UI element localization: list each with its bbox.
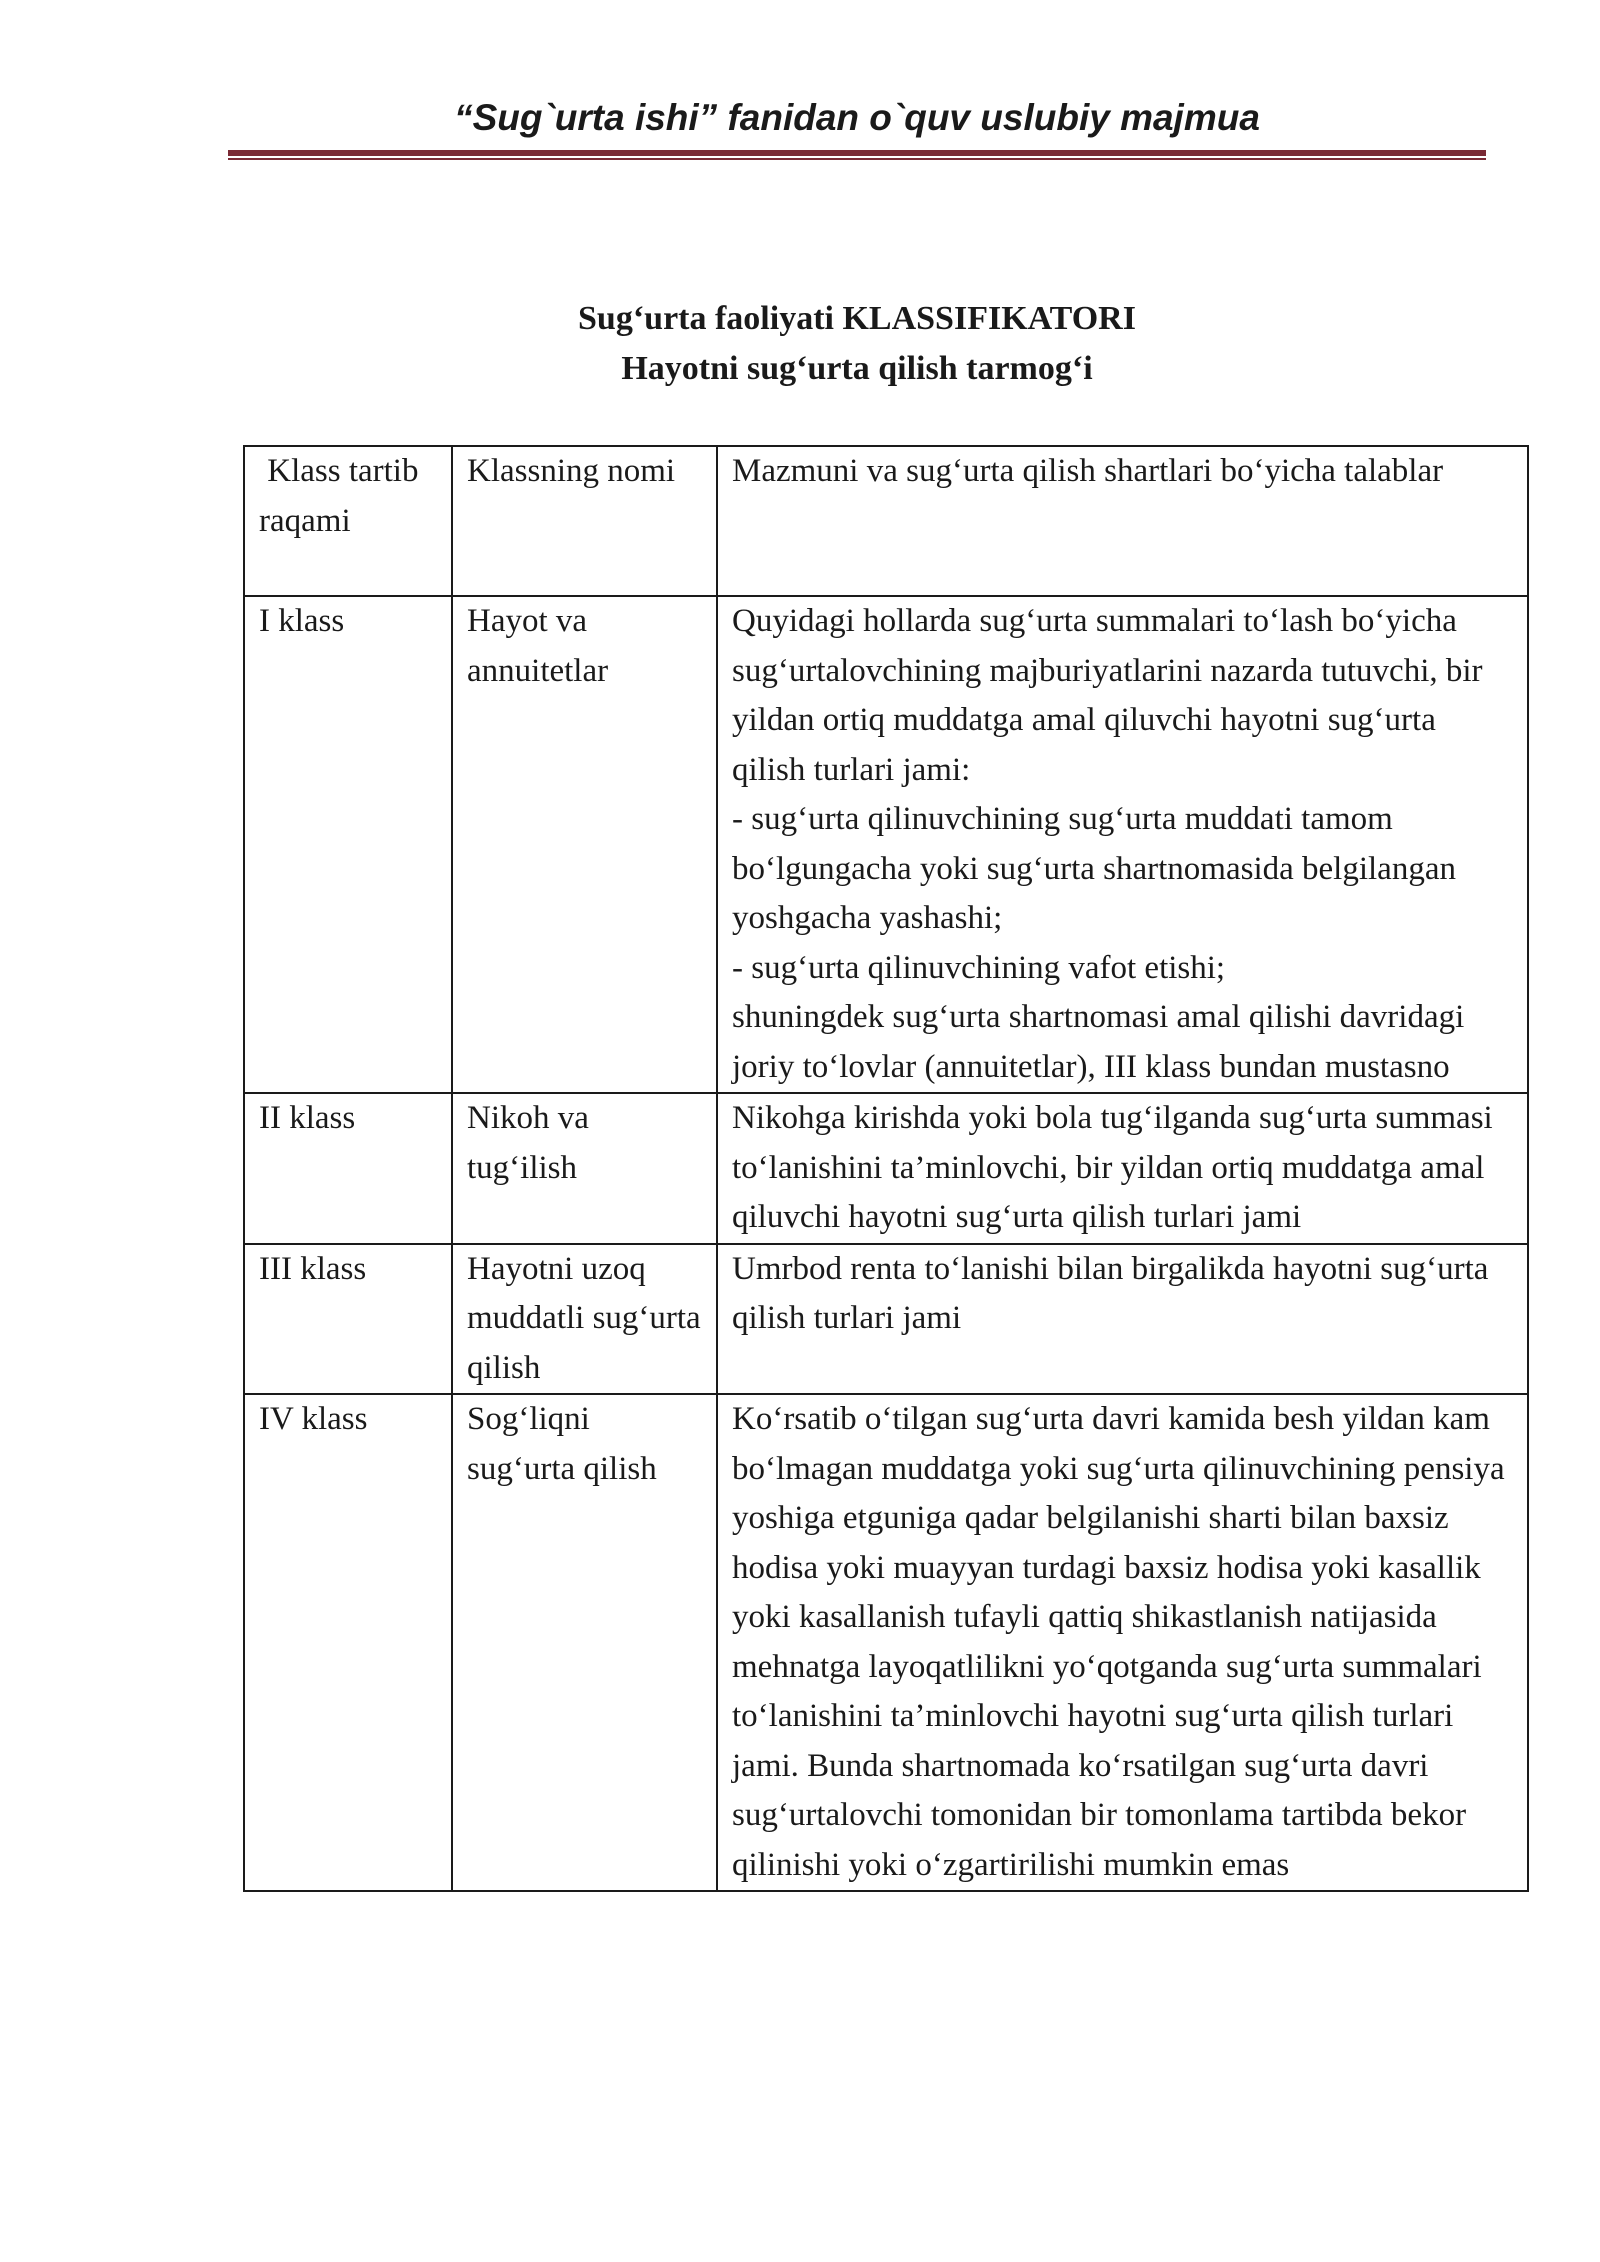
content-paragraph: Nikohga kirishda yoki bola tug‘ilganda sug‘urta summasi to‘lanishini ta’minlovchi, bir yildan ortiq muddatga amal qiluvchi hayotni sug‘urta qilish turlari jami: [732, 1100, 1493, 1235]
class-name-cell: Nikoh va tug‘ilish: [452, 1093, 717, 1244]
table-row: [244, 1093, 1528, 1244]
class-number-cell: IV klass: [244, 1394, 452, 1891]
header-cell-name: Klassning nomi: [452, 446, 717, 596]
class-name-cell: Hayot va annuitetlar: [452, 596, 717, 1093]
class-content-cell: [717, 1244, 1528, 1395]
content-paragraph: Quyidagi hollarda sug‘urta summalari to‘lash bo‘yicha sug‘urtalovchining majburiyatlarini nazarda tutuvchi, bir yildan ortiq muddatga amal qiluvchi hayotni sug‘urta qilish turlari jami:: [732, 603, 1483, 788]
class-number-cell: II klass: [244, 1093, 452, 1244]
class-number-cell: I klass: [244, 596, 452, 1093]
table-row: [244, 1244, 1528, 1395]
content-paragraph: Umrbod renta to‘lanishi bilan birgalikda hayotni sug‘urta qilish turlari jami: [732, 1250, 1489, 1336]
class-name-cell: Hayotni uzoq muddatli sug‘urta qilish: [452, 1244, 717, 1395]
title-line-1: Sug‘urta faoliyati KLASSIFIKATORI: [578, 300, 1136, 337]
class-content-cell: [717, 596, 1528, 1093]
class-content-cell: [717, 1093, 1528, 1244]
title-line-2: Hayotni sug‘urta qilish tarmog‘i: [621, 350, 1093, 387]
class-number-cell: III klass: [244, 1244, 452, 1395]
content-paragraph: - sug‘urta qilinuvchining vafot etishi;: [732, 949, 1226, 986]
content-paragraph: - sug‘urta qilinuvchining sug‘urta muddati tamom bo‘lgungacha yoki sug‘urta shartnomasida belgilangan yoshgacha yashashi;: [732, 801, 1456, 936]
running-header: “Sug`urta ishi” fanidan o`quv uslubiy majmua: [454, 97, 1260, 138]
class-name-cell: Sog‘liqni sug‘urta qilish: [452, 1394, 717, 1891]
table-header-row: [244, 446, 1528, 596]
classifier-table: [243, 445, 1529, 1892]
content-paragraph: Ko‘rsatib o‘tilgan sug‘urta davri kamida besh yildan kam bo‘lmagan muddatga yoki sug‘urta qilinuvchining pensiya yoshiga etguniga qadar belgilanishi sharti bilan baxsiz hodisa yoki muayyan turdagi baxsiz hodisa yoki kasallik yoki kasallanish tufayli qattiq shikastlanish natijasida mehnatga layoqatlilikni yo‘qotganda sug‘urta summalari to‘lanishini ta’minlovchi hayotni sug‘urta qilish turlari jami. Bunda shartnomada ko‘rsatilgan sug‘urta davri sug‘urtalovchi tomonidan bir tomonlama tartibda bekor qilinishi yoki o‘zgartirilishi mumkin emas: [732, 1401, 1505, 1883]
header-rule: [228, 150, 1486, 156]
table-row: [244, 596, 1528, 1093]
document-title: [228, 294, 1486, 394]
header-rule-thin: [228, 158, 1486, 160]
table-row: [244, 1394, 1528, 1891]
header-cell-content: Mazmuni va sug‘urta qilish shartlari bo‘yicha talablar: [717, 446, 1528, 596]
header-cell-number: Klass tartib raqami: [244, 446, 452, 596]
class-content-cell: [717, 1394, 1528, 1891]
content-paragraph: shuningdek sug‘urta shartnomasi amal qilishi davridagi joriy to‘lovlar (annuitetlar), III klass bundan mustasno: [732, 999, 1465, 1085]
